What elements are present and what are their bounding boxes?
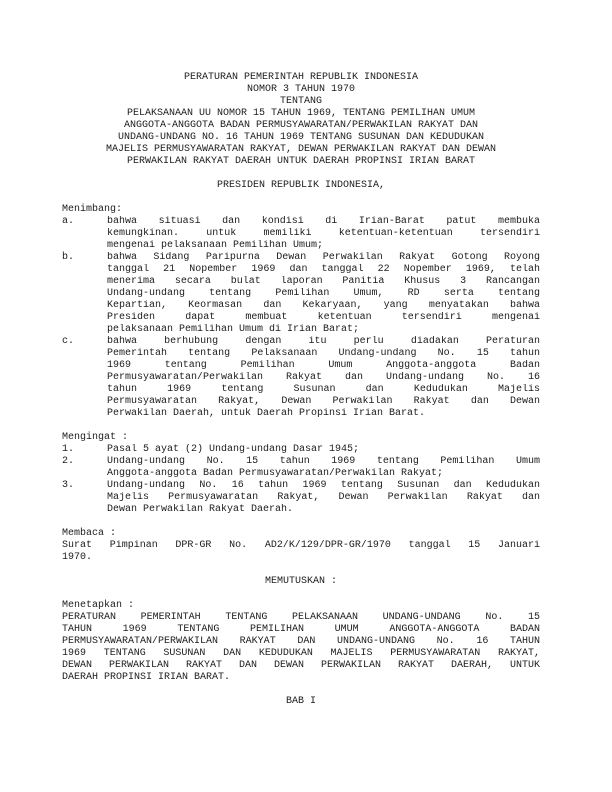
text-line: Pemerintah tentang Pelaksanaan Undang-undang No. 15 tahun [107,348,540,359]
mengingat-label: Mengingat : [62,432,129,443]
text-line: 1969 TENTANG SUSUNAN DAN KEDUDUKAN MAJELIS PERMUSYAWARATAN RAKYAT, [62,648,540,659]
mengingat-item-2 [62,456,540,480]
document-title-block [62,72,540,168]
text-line: MAJELIS PERMUSYAWARATAN RAKYAT, DEWAN PERWAKILAN RAKYAT DAN DEWAN [105,144,497,155]
item-marker: b. [62,252,75,263]
chapter-heading: BAB I [285,696,316,707]
menimbang-item-a [62,216,540,252]
text-line: bahwa situasi dan kondisi di Irian-Barat patut membuka [107,216,540,227]
mengingat-item-3 [62,480,540,516]
memutuskan-heading: MEMUTUSKAN : [264,576,337,587]
text-line: Undang-undang tentang Pemilihan Umum, RD serta tentang [107,288,540,299]
menetapkan-section [62,600,540,684]
text-line: Dewan Perwakilan Rakyat Daerah. [107,504,294,515]
item-text [107,444,540,456]
text-line: TAHUN 1969 TENTANG PEMILIHAN UMUM ANGGOTA-ANGGOTA BADAN [62,624,540,635]
text-line: PERWAKILAN RAKYAT DAERAH UNTUK DAERAH PROPINSI IRIAN BARAT [126,156,476,167]
text-line: PERMUSYAWARATAN/PERWAKILAN RAKYAT DAN UNDANG-UNDANG No. 16 TAHUN [62,636,540,647]
text-line: kemungkinan. untuk memiliki ketentuan-ketentuan tersendiri [107,228,540,239]
item-text [107,216,540,252]
text-line: PERATURAN PEMERINTAH TENTANG PELAKSANAAN UNDANG-UNDANG No. 15 [62,612,540,623]
document-content [62,72,540,708]
text-line: 1969 tentang Pemilihan Umum Anggota-anggota Badan [107,360,540,371]
item-text [107,336,540,420]
menimbang-section [62,204,540,420]
presiden-heading: PRESIDEN REPUBLIK INDONESIA, [216,180,386,191]
menimbang-item-c [62,336,540,420]
text-line: Anggota-anggota Badan Permusyawaratan/Perwakilan Rakyat; [107,468,444,479]
text-line: menerima secara bulat laporan Panitia Khusus 3 Rancangan [107,276,540,287]
text-line: PERATURAN PEMERINTAH REPUBLIK INDONESIA [183,72,419,83]
text-line: Majelis Permusyawaratan Rakyat, Dewan Perwakilan Rakyat dan [107,492,540,503]
text-line: Permusyawaratan/Perwakilan Rakyat dan Undang-undang No. 16 [107,372,540,383]
text-line: Kepartian, Keormasan dan Kekaryaan, yang menyatakan bahwa [107,300,540,311]
membaca-text [62,540,540,564]
text-line: Perwakilan Daerah, untuk Daerah Propinsi Irian Barat. [107,408,426,419]
mengingat-section [62,432,540,516]
text-line: NOMOR 3 TAHUN 1970 [246,84,356,95]
item-text [107,456,540,480]
text-line: TENTANG [279,96,322,107]
item-text [107,252,540,336]
text-line: 1970. [62,552,93,563]
text-line: Undang-undang No. 15 tahun 1969 tentang Pemilihan Umum [107,456,540,467]
text-line: Permusyawaratan Rakyat, Dewan Perwakilan Rakyat dan Dewan [107,396,540,407]
membaca-section [62,528,540,564]
text-line: pelaksanaan Pemilihan Umum di Irian Barat; [107,324,360,335]
menetapkan-label: Menetapkan : [62,600,135,611]
text-line: tanggal 21 Nopember 1969 dan tanggal 22 Nopember 1969, telah [107,264,540,275]
text-line: DEWAN PERWAKILAN RAKYAT DAN DEWAN PERWAKILAN RAKYAT DAERAH, UNTUK [62,660,540,671]
menimbang-item-b [62,252,540,336]
text-line: UNDANG-UNDANG NO. 16 TAHUN 1969 TENTANG SUSUNAN DAN KEDUDUKAN [117,132,485,143]
text-line: Pasal 5 ayat (2) Undang-undang Dasar 1945; [107,444,360,455]
text-line: tahun 1969 tentang Susunan dan Kedudukan Majelis [107,384,540,395]
item-marker: 1. [62,444,75,455]
item-marker: 3. [62,480,75,491]
item-marker: c. [62,336,75,347]
text-line: DAERAH PROPINSI IRIAN BARAT. [62,672,231,683]
text-line: Undang-undang No. 16 tahun 1969 tentang Susunan dan Kedudukan [107,480,540,491]
text-line: ANGGOTA-ANGGOTA BADAN PERMUSYAWARATAN/PERWAKILAN RAKYAT DAN [123,120,479,131]
text-line: Presiden dapat membuat ketentuan tersendiri mengenai [107,312,540,323]
item-marker: a. [62,216,75,227]
membaca-label: Membaca : [62,528,117,539]
item-text [107,480,540,516]
mengingat-item-1 [62,444,540,456]
text-line: bahwa berhubung dengan itu perlu diadakan Peraturan [107,336,540,347]
text-line: PELAKSANAAN UU NOMOR 15 TAHUN 1969, TENTANG PEMILIHAN UMUM [126,108,476,119]
text-line: bahwa Sidang Paripurna Dewan Perwakilan Rakyat Gotong Royong [107,252,540,263]
menimbang-label: Menimbang: [62,204,123,215]
item-marker: 2. [62,456,75,467]
text-line: Surat Pimpinan DPR-GR No. AD2/K/129/DPR-GR/1970 tanggal 15 Januari [62,540,540,551]
text-line: mengenai pelaksanaan Pemilihan Umum; [107,240,324,251]
menetapkan-text [62,612,540,684]
